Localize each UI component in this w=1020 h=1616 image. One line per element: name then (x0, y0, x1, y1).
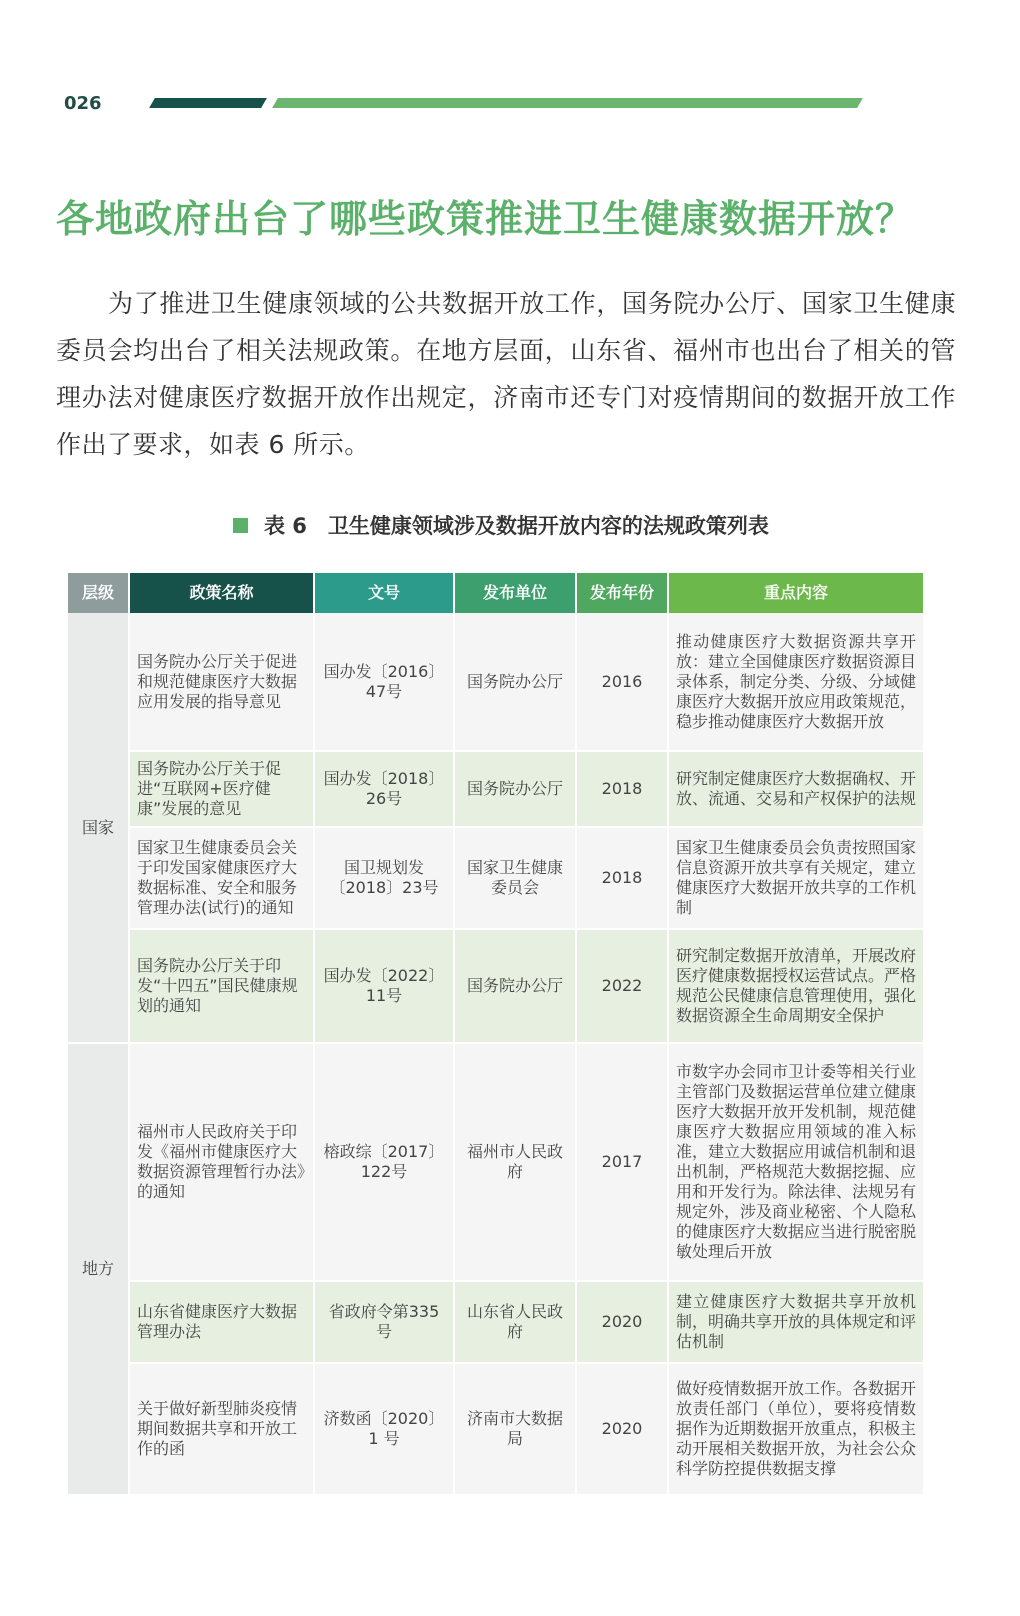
issue-year: 2020 (576, 1281, 668, 1363)
doc-number: 济数函〔2020〕1 号 (314, 1363, 454, 1495)
intro-paragraph: 为了推进卫生健康领域的公共数据开放工作，国务院办公厅、国家卫生健康委员会均出台了相关法规政策。在地方层面，山东省、福州市也出台了相关的管理办法对健康医疗数据开放作出规定，济南市还专门对疫情期间的数据开放工作作出了要求，如表 6 所示。 (56, 289, 956, 459)
table-caption-text: 表 6 卫生健康领域涉及数据开放内容的法规政策列表 (264, 514, 769, 538)
header-name: 政策名称 (129, 573, 314, 613)
header-level: 层级 (68, 573, 129, 613)
level-cell-local: 地方 (68, 1043, 129, 1495)
key-content: 推动健康医疗大数据资源共享开放：建立全国健康医疗数据资源目录体系，制定分类、分级、分域健康医疗大数据开放应用政策规范，稳步推动健康医疗大数据开放 (668, 613, 924, 751)
policy-name: 关于做好新型肺炎疫情期间数据共享和开放工作的函 (129, 1363, 314, 1495)
table-row (68, 929, 924, 1043)
key-content: 做好疫情数据开放工作。各数据开放责任部门（单位），要将疫情数据作为近期数据开放重点，积极主动开展相关数据开放，为社会公众科学防控提供数据支撑 (668, 1363, 924, 1495)
table-row (68, 1043, 924, 1281)
issue-year: 2022 (576, 929, 668, 1043)
doc-number: 国办发〔2016〕47号 (314, 613, 454, 751)
policy-table (68, 573, 925, 1496)
header-year: 发布年份 (576, 573, 668, 613)
key-content: 国家卫生健康委员会负责按照国家信息资源开放共享有关规定，建立健康医疗大数据开放共享的工作机制 (668, 827, 924, 929)
header-unit: 发布单位 (454, 573, 576, 613)
key-content: 研究制定数据开放清单，开展改府医疗健康数据授权运营试点。严格规范公民健康信息管理使用，强化数据资源全生命周期安全保护 (668, 929, 924, 1043)
policy-name: 国务院办公厅关于印发“十四五”国民健康规划的通知 (129, 929, 314, 1043)
caption-square-icon (233, 518, 248, 533)
table-row (68, 1281, 924, 1363)
policy-name: 山东省健康医疗大数据管理办法 (129, 1281, 314, 1363)
doc-number: 国办发〔2018〕26号 (314, 751, 454, 827)
table-caption (233, 510, 769, 540)
issuing-unit: 国务院办公厅 (454, 929, 576, 1043)
key-content: 市数字办会同市卫计委等相关行业主管部门及数据运营单位建立健康医疗大数据开放开发机制，规范健康医疗大数据应用领域的准入标准，建立大数据应用诚信机制和退出机制，严格规范大数据挖掘、应用和开发行为。除法律、法规另有规定外，涉及商业秘密、个人隐私的健康医疗大数据应当进行脱密脱敏处理后开放 (668, 1043, 924, 1281)
issue-year: 2018 (576, 827, 668, 929)
header-doc-no: 文号 (314, 573, 454, 613)
doc-number: 省政府令第335号 (314, 1281, 454, 1363)
issuing-unit: 山东省人民政府 (454, 1281, 576, 1363)
table-row (68, 613, 924, 751)
issue-year: 2017 (576, 1043, 668, 1281)
issuing-unit: 国家卫生健康委员会 (454, 827, 576, 929)
issue-year: 2018 (576, 751, 668, 827)
issue-year: 2020 (576, 1363, 668, 1495)
doc-number: 国办发〔2022〕11号 (314, 929, 454, 1043)
policy-name: 国家卫生健康委员会关于印发国家健康医疗大数据标准、安全和服务管理办法(试行)的通知 (129, 827, 314, 929)
section-heading: 各地政府出台了哪些政策推进卫生健康数据开放？ (56, 197, 915, 241)
header-bar-dark (149, 98, 267, 108)
policy-name: 国务院办公厅关于促进和规范健康医疗大数据应用发展的指导意见 (129, 613, 314, 751)
doc-number: 榕政综〔2017〕122号 (314, 1043, 454, 1281)
doc-number: 国卫规划发〔2018〕23号 (314, 827, 454, 929)
table-row (68, 1363, 924, 1495)
table-header-row (68, 573, 924, 613)
key-content: 研究制定健康医疗大数据确权、开放、流通、交易和产权保护的法规 (668, 751, 924, 827)
issue-year: 2016 (576, 613, 668, 751)
header-bar-green (272, 98, 863, 108)
issuing-unit: 国务院办公厅 (454, 613, 576, 751)
page-number: 026 (64, 93, 102, 114)
level-cell-national: 国家 (68, 613, 129, 1043)
policy-name: 福州市人民政府关于印发《福州市健康医疗大数据资源管理暂行办法》的通知 (129, 1043, 314, 1281)
header-key-content: 重点内容 (668, 573, 924, 613)
issuing-unit: 济南市大数据局 (454, 1363, 576, 1495)
issuing-unit: 福州市人民政府 (454, 1043, 576, 1281)
key-content: 建立健康医疗大数据共享开放机制，明确共享开放的具体规定和评估机制 (668, 1281, 924, 1363)
table-row (68, 751, 924, 827)
policy-name: 国务院办公厅关于促进“互联网+医疗健康”发展的意见 (129, 751, 314, 827)
table-row (68, 827, 924, 929)
issuing-unit: 国务院办公厅 (454, 751, 576, 827)
